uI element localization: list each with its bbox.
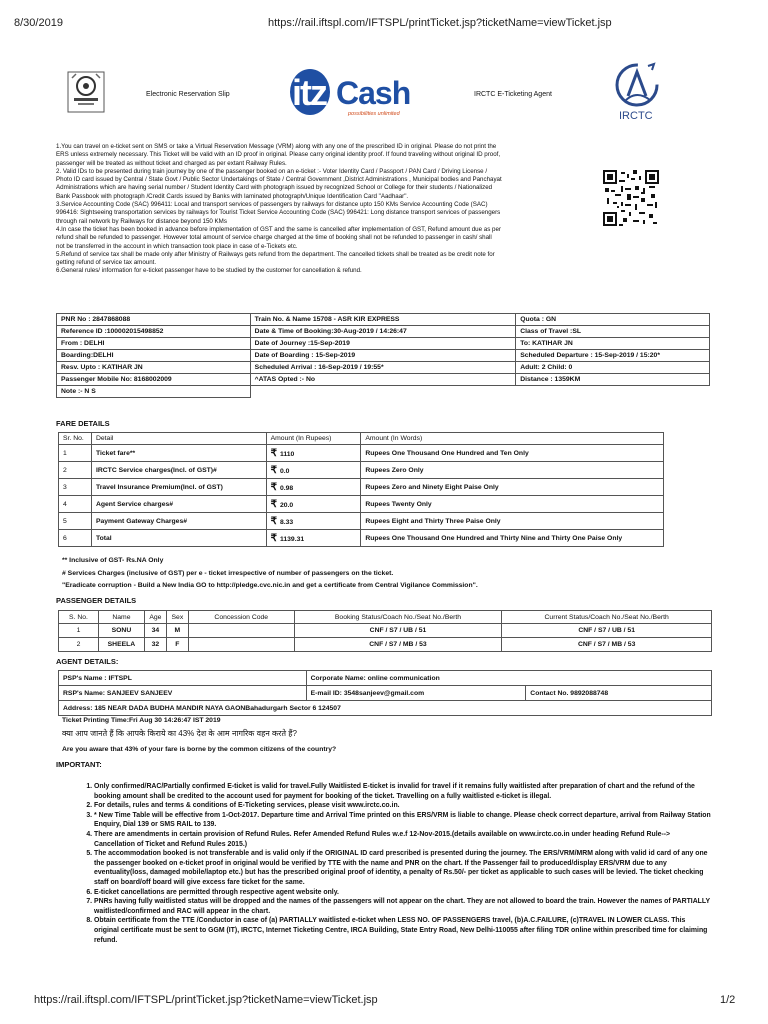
pax-header-sno: S. No. [59, 611, 99, 624]
fare-words: Rupees Eight and Thirty Three Paise Only [361, 513, 664, 530]
fare-row [59, 513, 664, 530]
brand-tagline: possibilities unlimited [348, 111, 400, 117]
fare-amount: 0.0 [279, 467, 290, 475]
page-number: 1/2 [720, 994, 736, 1006]
boarding-cell: Boarding:DELHI [57, 350, 251, 362]
rsp-name: RSP's Name: SANJEEV SANJEEV [59, 686, 307, 701]
agent-row [59, 686, 712, 701]
rupee-icon: ₹ [270, 447, 277, 459]
fare-sr: 1 [59, 445, 92, 462]
fare-row [59, 530, 664, 547]
fare-header-detail: Detail [91, 433, 266, 445]
pnr-cell: PNR No : 2847868088 [57, 314, 251, 326]
pax-header-name: Name [98, 611, 144, 624]
pax-header-age: Age [144, 611, 166, 624]
irctc-label: IRCTC [619, 110, 653, 122]
from-cell: From : DELHI [57, 338, 251, 350]
qr-code-icon [603, 170, 659, 226]
journey-row [57, 326, 710, 338]
fare-header-words: Amount (In Words) [361, 433, 664, 445]
fare-words: Rupees One Thousand One Hundred and Ten Only [361, 445, 664, 462]
fare-header-amount: Amount (In Rupees) [266, 433, 361, 445]
rupee-icon: ₹ [270, 481, 277, 493]
journey-row [57, 350, 710, 362]
important-list [82, 782, 712, 945]
fare-words: Rupees One Thousand One Hundred and Thirty Nine and Thirty One Paise Only [361, 530, 664, 547]
pax-current-status: CNF / S7 / UB / 51 [502, 624, 712, 638]
instruction-line: 1.You can travel on e-ticket sent on SMS or take a Virtual Reservation Message (VRM) along with any one of the prescribed ID in original. Please do not print the [56, 143, 497, 150]
important-item: 4. There are amendments in certain provision of Refund Rules. Refer Amended Refund Rules w.e.f 12-Nov-2015.(details available on www.irctc.co.in under heading Refund Rule--> Cancellation of Ticket and Refund Rules 2015.) [94, 830, 712, 849]
pax-name: SHEELA [98, 638, 144, 652]
fare-row [59, 462, 664, 479]
emblem-logo [60, 66, 112, 118]
brand-itz: itz [292, 72, 326, 113]
journey-row [57, 386, 710, 398]
resv-upto-cell: Resv. Upto : KATIHAR JN [57, 362, 251, 374]
quota-cell: Quota : GN [516, 314, 710, 326]
passenger-row [59, 638, 712, 652]
pax-concession [188, 638, 294, 652]
agent-email: E-mail ID: 3548sanjeev@gmail.com [306, 686, 526, 701]
fare-amount: 20.0 [279, 501, 294, 509]
fare-sr: 5 [59, 513, 92, 530]
agent-heading: AGENT DETAILS: [56, 657, 119, 666]
instruction-line: ERS unless extremely necessary. This Ticket will be valid with an ID proof in original. Please carry original identity proof. If found traveling without original ID proof, [56, 151, 501, 159]
instruction-line: 2. Valid IDs to be presented during train journey by one of the passenger booked on an e-ticket :- Voter Identity Card / Passport / PAN Card / Driving License / [56, 167, 488, 175]
gst-note: ** Inclusive of GST- Rs.NA Only [62, 557, 164, 564]
important-item: 1. Only confirmed/RAC/Partially confirmed E-ticket is valid for travel.Fully Waitlisted E-ticket is invalid for travel if it remains fully waitlisted after preparation of chart and the refund of the booking amount shall be credited to the account used for payment for booking of the ticket. Travelling on a fully waitlisted e-ticket is illegal. [94, 782, 712, 801]
hindi-fare-line: क्या आप जानते हैं कि आपके किराये का 43% देश के आम नागरिक वहन करते हैं? [62, 729, 297, 738]
aware-line: Are you aware that 43% of your fare is borne by the common citizens of the country? [62, 746, 337, 753]
pax-header-sex: Sex [166, 611, 188, 624]
journey-date-cell: Date of Journey :15-Sep-2019 [250, 338, 516, 350]
rupee-icon: ₹ [270, 515, 277, 527]
journey-row [57, 314, 710, 326]
pax-booking-status: CNF / S7 / UB / 51 [294, 624, 502, 638]
passenger-heading: PASSENGER DETAILS [56, 596, 137, 605]
agent-contact: Contact No. 9892088748 [526, 686, 712, 701]
passenger-header-row [59, 611, 712, 624]
important-item: 5. The accommodation booked is not transferable and is valid only if the ORIGINAL ID card prescribed is presented during the journey. The ERS/VRM/MRM along with valid id card of any one the passenger booked on e-ticket proof in original would be verified by TTE with the name and PNR on the chart. If the Passenger fail to produced/display ERS/VRM due to any eventuality(loss, damaged mobile/laptop etc.) but has the prescribed original proof of identity, a penalty of Rs.50/- per ticket as applicable to such cases will be levied. The ticket checking staff on board/off board will give excess fare ticket for the same. [94, 849, 712, 887]
fare-amount: 0.98 [279, 484, 294, 492]
instruction-line: getting refund of service tax amount. [56, 259, 157, 267]
arrival-cell: Scheduled Arrival : 16-Sep-2019 / 19:55* [250, 362, 516, 374]
fare-words: Rupees Twenty Only [361, 496, 664, 513]
slip-title: Electronic Reservation Slip [146, 91, 230, 98]
fare-amount: 1110 [279, 450, 295, 458]
instruction-line: 6.General rules/ information for e-ticket passenger have to be studied by the customer for cancellation & refund. [56, 267, 362, 275]
fare-amount: 8.33 [279, 518, 294, 526]
service-charge-note: # Services Charges (inclusive of GST) per e - ticket irrespective of number of passengers on the ticket. [62, 569, 394, 577]
fare-sr: 6 [59, 530, 92, 547]
pax-sno: 1 [59, 624, 99, 638]
pax-header-current: Current Status/Coach No./Seat No./Berth [502, 611, 712, 624]
instruction-line: Bank Passbook with photograph /Credit Cards issued by Banks with laminated photograph/Unique Identification Card "Aadhaar". [56, 192, 409, 200]
important-item: 6. E-ticket cancellations are permitted through respective agent website only. [94, 888, 712, 898]
corporate-name: Corporate Name: online communication [306, 671, 711, 686]
pax-sex: F [166, 638, 188, 652]
agent-table [58, 670, 712, 716]
fare-detail: Payment Gateway Charges# [91, 513, 266, 530]
cvc-note: "Eradicate corruption - Build a New India GO to http://pledge.cvc.nic.in and get a certificate from Central Vigilance Commission". [62, 582, 478, 589]
instruction-line: through rail network by Railways for distance beyond 150 KMs [56, 217, 227, 225]
rupee-icon: ₹ [270, 464, 277, 476]
fare-notes [62, 555, 478, 593]
instruction-line: not be transferred in the account in which transaction took place in case of e-Tickets etc. [56, 242, 298, 250]
fare-words: Rupees Zero and Ninety Eight Paise Only [361, 479, 664, 496]
mobile-cell: Passenger Mobile No: 8168002009 [57, 374, 251, 386]
instruction-line: refund shall be refunded to passenger. However total amount of service charge charged at the time of booking shall not be refunded to passenger in cash/ shall [56, 234, 492, 242]
pax-booking-status: CNF / S7 / MB / 53 [294, 638, 502, 652]
fare-detail: Agent Service charges# [91, 496, 266, 513]
journey-row [57, 374, 710, 386]
footer-url: https://rail.iftspl.com/IFTSPL/printTicket.jsp?ticketName=viewTicket.jsp [34, 994, 378, 1006]
journey-row [57, 362, 710, 374]
pax-age: 34 [144, 624, 166, 638]
instruction-line: 996416: Sightseeing transportation services by railways for Tourist Ticket Service Accounting Code (SAC) 996421: Long distance transport services of passengers [56, 209, 501, 217]
itzcash-logo [288, 67, 412, 125]
important-heading: IMPORTANT: [56, 760, 102, 769]
instruction-line: 5.Refund of service tax shall be made only after Ministry of Railways gets refund from the department. The cancelled tickets shall be treated as be credit note for [56, 250, 495, 258]
pax-sno: 2 [59, 638, 99, 652]
pax-age: 32 [144, 638, 166, 652]
pax-header-concession: Concession Code [188, 611, 294, 624]
note-cell: Note :- N S [57, 386, 251, 398]
agent-address: Address: 185 NEAR DADA BUDHA MANDIR NAYA GAONBahadurgarh Sector 6 124507 [59, 701, 712, 716]
instruction-line: Photo ID card issued by Central / State Govt / Public Sector Undertakings of State / Central Government ,District Administrations , Municipal bodies and Panchayat [56, 176, 502, 184]
brand-cash: Cash [336, 75, 411, 111]
psp-name: PSP's Name : IFTSPL [59, 671, 307, 686]
departure-cell: Scheduled Departure : 15-Sep-2019 / 15:20* [516, 350, 710, 362]
fare-row [59, 445, 664, 462]
rupee-icon: ₹ [270, 498, 277, 510]
print-time: Ticket Printing Time:Fri Aug 30 14:26:47 IST 2019 [62, 717, 221, 724]
fare-detail: Ticket fare** [91, 445, 266, 462]
fare-header-row [59, 433, 664, 445]
important-item: 7. PNRs having fully waitlisted status will be dropped and the names of the passengers will not appear on the chart. They are not allowed to board the train. However the names of PARTIALLY waitlisted/confirmed and RAC will appear in the chart. [94, 897, 712, 916]
print-date: 8/30/2019 [14, 17, 63, 29]
journey-table [56, 313, 710, 398]
instruction-line: passenger will be treated as without ticket and charged as per extant Railway Rules. [56, 159, 287, 167]
pax-name: SONU [98, 624, 144, 638]
fare-heading: FARE DETAILS [56, 419, 110, 428]
fare-header-sr: Sr. No. [59, 433, 92, 445]
irctc-logo [606, 60, 668, 126]
fare-detail: Total [91, 530, 266, 547]
instructions [56, 143, 596, 276]
agent-row [59, 671, 712, 686]
pax-header-booking: Booking Status/Coach No./Seat No./Berth [294, 611, 502, 624]
fare-detail: IRCTC Service charges(Incl. of GST)# [91, 462, 266, 479]
to-cell: To: KATIHAR JN [516, 338, 710, 350]
pax-sex: M [166, 624, 188, 638]
agent-row [59, 701, 712, 716]
class-cell: Class of Travel :SL [516, 326, 710, 338]
booking-time-cell: Date & Time of Booking:30-Aug-2019 / 14:26:47 [250, 326, 516, 338]
important-item: 8. Obtain certificate from the TTE /Conductor in case of (a) PARTIALLY waitlisted e-ticket when LESS NO. OF PASSENGERS travel, (b)A.C.FAILURE, (c)TRAVEL IN LOWER CLASS. This original certificate must be sent to GGM (IT), IRCTC, Internet Ticketing Centre, IRCA Building, State Entry Road, New Delhi-110055 after filing TDR online within prescribed time for claiming refund. [94, 916, 712, 945]
fare-sr: 3 [59, 479, 92, 496]
pax-current-status: CNF / S7 / MB / 53 [502, 638, 712, 652]
fare-table [58, 432, 664, 547]
fare-sr: 4 [59, 496, 92, 513]
instruction-line: 3.Service Accounting Code (SAC) 996411: Local and transport services of passengers by railways for distance upto 150 KMs Service Accounting Code (SAC) [56, 201, 488, 209]
passenger-row [59, 624, 712, 638]
fare-words: Rupees Zero Only [361, 462, 664, 479]
atas-cell: ^ATAS Opted :- No [250, 374, 516, 386]
fare-detail: Travel Insurance Premium(Incl. of GST) [91, 479, 266, 496]
reference-cell: Reference ID :100002015498852 [57, 326, 251, 338]
pax-concession [188, 624, 294, 638]
passenger-table [58, 610, 712, 652]
passenger-count-cell: Adult: 2 Child: 0 [516, 362, 710, 374]
distance-cell: Distance : 1359KM [516, 374, 710, 386]
important-item: 2. For details, rules and terms & conditions of E-Ticketing services, please visit www.irctc.co.in. [94, 801, 712, 811]
instruction-line: Administrations which are having serial number / Student Identity Card with photograph issued by recognized School or College for their students / Nationalized [56, 184, 493, 192]
print-url: https://rail.iftspl.com/IFTSPL/printTicket.jsp?ticketName=viewTicket.jsp [268, 17, 612, 29]
fare-sr: 2 [59, 462, 92, 479]
agent-title: IRCTC E-Ticketing Agent [474, 91, 552, 98]
rupee-icon: ₹ [270, 532, 277, 544]
fare-amount: 1139.31 [279, 535, 305, 543]
journey-row [57, 338, 710, 350]
fare-row [59, 479, 664, 496]
fare-row [59, 496, 664, 513]
important-item: 3. * New Time Table will be effective from 1-Oct-2017. Departure time and Arrival Time printed on this ERS/VRM is liable to change. Please check correct departure, arrival from Railway Station Enquiry, Dial 139 or SMS RAIL to 139. [94, 811, 712, 830]
instruction-line: 4.In case the ticket has been booked in advance before implementation of GST and the same is cancelled after implementation of GST, Refund amount due as per [56, 225, 501, 233]
train-cell: Train No. & Name 15708 - ASR KIR EXPRESS [250, 314, 516, 326]
boarding-date-cell: Date of Boarding : 15-Sep-2019 [250, 350, 516, 362]
